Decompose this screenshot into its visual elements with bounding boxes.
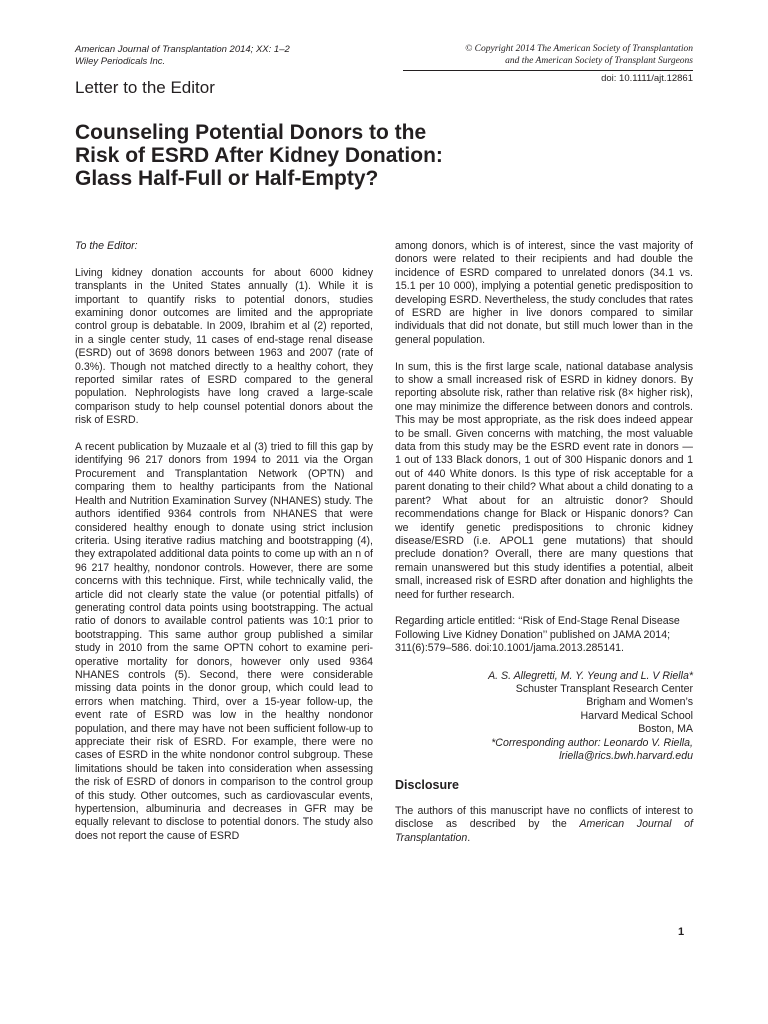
regarding-article: Regarding article entitled: ‘‘Risk of End-Stage Renal Disease Following Live Kidney Donation’’ published on JAMA 2014; 311(6):579–586. doi:10.1001/jama.2013.285141. (395, 615, 680, 655)
publisher-line: Wiley Periodicals Inc. (75, 55, 166, 67)
affiliation-line: Harvard Medical School (580, 709, 693, 722)
body-paragraph: among donors, which is of interest, since the vast majority of donors were related to their recipients and had double the incidence of ESRD compared to unrelated donors (34.1 vs. 15.1 per 10 000), implying a potential genetic predisposition to developing ESRD. Nevertheless, the study concludes that rates of ESRD are higher in live donors compared to similar individuals that did not donate, but still much lower than in the general population. (395, 240, 693, 346)
disclosure-heading: Disclosure (395, 778, 459, 793)
page-number: 1 (678, 926, 685, 938)
copyright-line: and the American Society of Transplant Surgeons (505, 55, 693, 66)
body-paragraph: Living kidney donation accounts for about 6000 kidney transplants in the United States annually (1). While it is important to quantify risks to potential donors, studies examining donor outcomes are limited and the appropriate control group is debatable. In 2009, Ibrahim et al (2) reported, in a single center study, 11 cases of end-stage renal disease (ESRD) out of 3698 donors between 1963 and 2007 (rate of 0.3%). Though not matched directly to a healthy cohort, they reported similar rates of ESRD compared to the general population. Nephrologists have long craved a large-scale comparison study to help counsel potential donors about the risk of ESRD. (75, 266, 373, 427)
title-line: Risk of ESRD After Kidney Donation: (75, 144, 443, 167)
body-paragraph: A recent publication by Muzaale et al (3) tried to fill this gap by identifying 96 217 donors from 1994 to 2011 via the Organ Procurement and Transplantation Network (OPTN) and comparing them to healthy participants from the National Health and Nutrition Examination Survey (NHANES) study. The authors identified 9364 controls from NHANES that were considered healthy enough to donate using strict inclusion criteria. Using iterative radius matching and bootstrapping (4), they extrapolated additional data points to come up with an n of 96 217 healthy, nondonor controls. However, there are some concerns with this technique. First, while technically valid, the article did not clearly state the value (or potential pitfalls) of generating control data points using bootstrapping. The actual ratio of donors to available control patients was 10:1 prior to bootstrapping. This same author group published a similar study in 2010 from the same OPTN cohort to examine peri-operative mortality for donors, however only used 9364 NHANES controls (5). Second, there were considerable missing data points in the donor group, which could lead to errors when matching. Third, over a 15-year follow-up, the event rate of ESRD was low in the healthy nondonor population, and there may have not been sufficient follow-up to appreciate their risk of ESRD. For example, there were no cases of ESRD in the white nondonor control subgroup. These limitations should be taken into consideration when assessing the risk of ESRD of donors in comparison to the control group of this study. Other outcomes, such as cardiovascular events, hypertension, albuminuria and decreases in GFR may be equally relevant to disclose to potential donors. The study also does not report the cause of ESRD (75, 441, 373, 842)
copyright-line: © Copyright 2014 The American Society of Transplantation (465, 44, 693, 54)
right-column (395, 240, 693, 858)
journal-name: American Journal of Transplantation (395, 818, 693, 844)
journal-citation-line: American Journal of Transplantation 2014; XX: 1–2 (75, 44, 290, 55)
author-email-link[interactable]: lriella@rics.bwh.harvard.edu (559, 750, 693, 762)
affiliation-line: Boston, MA (638, 723, 693, 736)
copyright-notice (403, 44, 693, 67)
disclosure-text (395, 805, 693, 845)
corresponding-author: *Corresponding author: Leonardo V. Riella, (491, 736, 693, 749)
salutation: To the Editor: (75, 240, 138, 252)
left-column (75, 240, 373, 857)
affiliation-line: Brigham and Women’s (586, 696, 693, 709)
disclosure-text-start: The authors of this manuscript have no conflicts of interest to disclose as described by the (395, 804, 693, 831)
title-line: Glass Half-Full or Half-Empty? (75, 167, 379, 190)
author-names: A. S. Allegretti, M. Y. Yeung and L. V Riella* (488, 669, 693, 682)
journal-citation (75, 44, 290, 67)
affiliation-line: Schuster Transplant Research Center (515, 682, 693, 695)
title-line: Counseling Potential Donors to the (75, 121, 427, 144)
doi-link[interactable]: doi: 10.1111/ajt.12861 (601, 73, 693, 84)
article-title (75, 121, 545, 190)
section-label: Letter to the Editor (75, 78, 215, 97)
header-divider (403, 70, 693, 71)
author-signature (395, 670, 693, 764)
disclosure-text-end: . (467, 831, 471, 844)
body-paragraph: In sum, this is the first large scale, national database analysis to show a small increased risk of ESRD in kidney donors. By reporting absolute risk, rather than relative risk (8× higher risk), one may minimize the difference between donors and controls. This may be most appropriate, as the risk does indeed appear to be small. Given concerns with matching, the most valuable data from this study may be the ESRD event rate in donors — 1 out of 133 Black donors, 1 out of 300 Hispanic donors and 1 out of 440 White donors. Is this type of risk acceptable for a parent donating to their child? What about a child donating to a parent? What about for an altruistic donor? Should recommendations change for Black or Hispanic donors? Can we identify genetic predispositions to chronic kidney disease/ESRD (i.e. APOL1 gene mutations) that should preclude donation? Overall, there are many questions that remain unanswered but this study identifies a potential, albeit small, increased risk of ESRD after donation and highlights the need for further research. (395, 360, 693, 601)
